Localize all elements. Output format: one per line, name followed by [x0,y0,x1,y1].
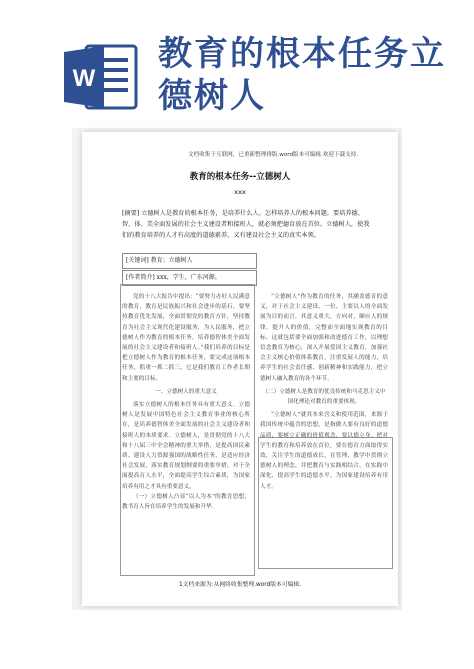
top-note: 文档收集于互联网，已重新整理排版.word版本可编辑.欢迎下载支持. [188,152,359,158]
word-document-icon [64,42,138,112]
left-paragraph-3: （一）立德树人凸显“以人为本”的教育思想，教书育人旨在培养学生的发展和升华。 [122,493,250,511]
document-preview [82,132,398,606]
left-paragraph-2: 落实立德树人的根本任务具有重大意义。立德树人是发展中国特色社会主义教育事业的核心所在，是培养德智体美全面发展的社会主义建设者和接班人的本质要求。立德树人，是贯彻党的十八大和十八届三中全会精神的重大举措，是提高国民素质、建设人力资源强国的战略性任务，是适应经济社会发展，落实教育规划纲要的重要举措，对于全面提高育人水平，全面提高学生综合素质，为国家培养有用之才具有重要意义。 [122,402,250,490]
document-author: xxx [234,188,246,196]
section-heading-1: 一、立德树人的重大意义 [155,388,217,395]
right-paragraph-2: “立德树人”就其本来含义和使用范围，来源于我国传统中蕴含的思想，是指做人要有良好的道德品质，要树立正确的价值观念，要以德立身。把对学生的教育和培养放在首位，要在德育方面取得实效，关注学生的道德成长，在管理、教学中贯彻立德树人的理念，并把教育与实践相结合，在实践中深化、提高学生的道德水平，为国家建设培养有用人才。 [260,412,388,490]
page-title: 教育的根本任务立德树人 [158,34,446,116]
document-title: 教育的根本任务--立德树人 [189,172,291,182]
right-paragraph-1: “立德树人”作为教育的任务，其涵盖德育的意义，对于社会主义建设、一位、主要以人的全面发展为目的而言，其意义重大，方向对，顺应人的规律，提升人的价值，完整而全面地实现教育的目标。这就包括要全面加强和改进德育工作，以理想信念教育为核心，深入开展爱国主义教育，加强社会主义核心价值体系教育，注重发展人的能力，培养学生的社会责任感、创新精神和实践能力，把立德树人融入教育的各个环节。 [260,294,388,382]
keywords-box: [关键词] 教育；立德树人 [122,253,257,269]
svg-text:W: W [72,65,96,92]
left-paragraph-1: 党的十八大报告中提出：“要努力办好人民满意的教育，教育是民族振兴和社会进步的基石。要坚持教育优先发展，全面贯彻党的教育方针，坚持教育为社会主义现代化建设服务，为人民服务，把立德树人作为教育的根本任务，培养德智体美全面发展的社会主义建设者和接班人。”我们培养的目标是把立德树人作为教育的根本任务，要完成这项根本任务，抓重一抓二抓三，它是我们教育工作者长期和主要的目标。 [122,294,250,382]
footer-note: 1文档来源为:从网络收集整理.word版本可编辑. [178,582,302,588]
right-column [260,292,388,492]
left-column [122,292,250,512]
author-info-box: [作者简介] xxx，学生，广东河源。 [122,270,257,286]
section-heading-2: （二）立德树人是教育的优良传统和马克思主义中国化理论对教育的重要体现。 [262,388,386,406]
abstract: [摘要] 立德树人是教育的根本任务，是培养什么人、怎样培养人的根本问题。要培养德、智、体、美全面发展的社会主义建设者和接班人，就必须把德育放在首位。立德树人，使我们的教育培养的人才有高度的道德素养，又有建设社会主义的真实本领。 [122,210,370,239]
